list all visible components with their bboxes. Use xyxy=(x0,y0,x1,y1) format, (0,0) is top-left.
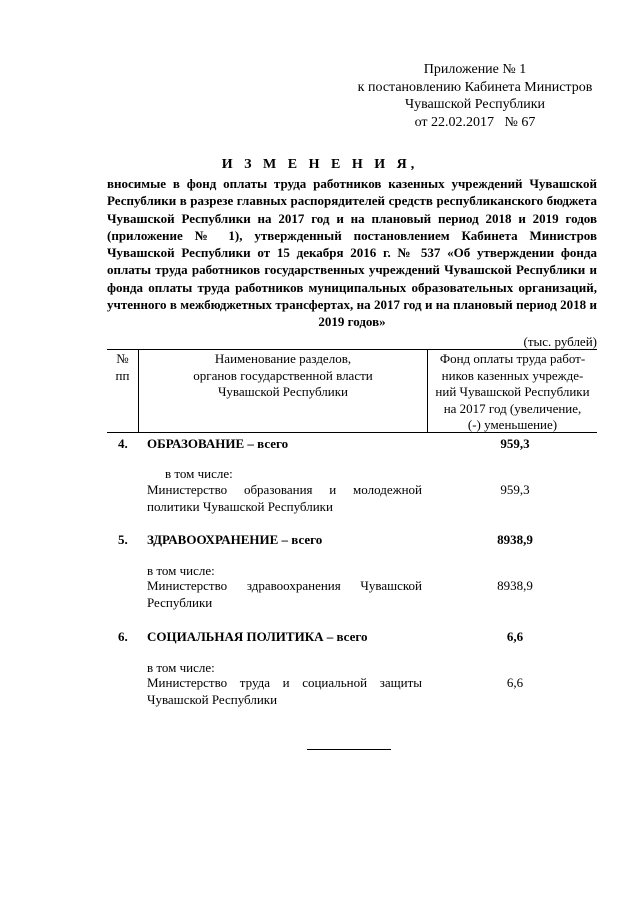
ministry-name: Министерство образования и молодежной политики Чувашской Республики xyxy=(147,482,422,514)
header-fund-line: (-) уменьшение) xyxy=(467,417,558,432)
ministry-name: Министерство здравоохранения Чувашской Республики xyxy=(147,578,422,610)
section-number: 4. xyxy=(118,436,128,451)
appendix-date-number: от 22.02.2017 № 67 xyxy=(414,114,536,130)
ministry-value: 959,3 xyxy=(500,482,530,497)
header-number-symbol: № xyxy=(116,351,129,366)
header-number-pp: пп xyxy=(115,367,130,383)
appendix-resolution: к постановлению Кабинета Министров xyxy=(357,79,593,95)
including-label: в том числе: xyxy=(165,466,233,481)
header-name-line: Наименование разделов, xyxy=(214,351,352,366)
including-label: в том числе: xyxy=(147,660,215,675)
appendix-block xyxy=(350,61,600,131)
header-fund-line: ний Чувашской Республики xyxy=(435,384,590,399)
header-fund-line: ников казенных учрежде- xyxy=(441,367,584,383)
ministry-name: Министерство труда и социальной защиты Чувашской Республики xyxy=(147,675,422,707)
header-name-line: органов государственной власти xyxy=(193,367,373,383)
section-total: 6,6 xyxy=(506,629,524,644)
appendix-title: Приложение № 1 xyxy=(423,62,527,77)
ministry-value: 8938,9 xyxy=(497,578,533,593)
appendix-republic: Чувашской Республики xyxy=(404,97,546,112)
section-name: ЗДРАВООХРАНЕНИЕ – всего xyxy=(147,532,323,547)
header-fund-column xyxy=(428,349,597,433)
header-number-column xyxy=(107,349,139,433)
header-fund-line: Фонд оплаты труда работ- xyxy=(439,351,586,366)
header-name-line: Чувашской Республики xyxy=(217,384,349,399)
section-total: 959,3 xyxy=(500,436,530,451)
header-fund-line: на 2017 год (увеличение, xyxy=(443,400,582,416)
document-subtitle: вносимые в фонд оплаты труда работников казенных учреждений Чувашской Республики в разрезе главных распорядителей средств республиканского бюджета Чувашской Республики на 2017 год и на плановый период 2018 и 2019 годов (приложение № 1), утвержденный постановлением Кабинета Министров Чувашской Республики от 15 декабря 2016 г. № 537 «Об утверждении фонда оплаты труда работников государственных учреждений Чувашской Республики и фонда оплаты труда работников муниципальных образовательных организаций, учтенного в межбюджетных трансфертах, на 2017 год и на плановый период 2018 и 2019 годов» xyxy=(107,176,597,330)
ministry-value: 6,6 xyxy=(506,675,524,690)
section-number: 5. xyxy=(118,532,128,547)
unit-label: (тыс. рублей) xyxy=(523,334,597,349)
section-name: ОБРАЗОВАНИЕ – всего xyxy=(147,436,289,451)
section-number: 6. xyxy=(118,629,128,644)
header-name-column xyxy=(139,349,428,433)
document-title: И З М Е Н Е Н И Я, xyxy=(221,157,419,172)
end-divider xyxy=(307,749,391,750)
section-total: 8938,9 xyxy=(497,532,533,547)
including-label: в том числе: xyxy=(147,563,215,578)
section-name: СОЦИАЛЬНАЯ ПОЛИТИКА – всего xyxy=(147,629,368,644)
